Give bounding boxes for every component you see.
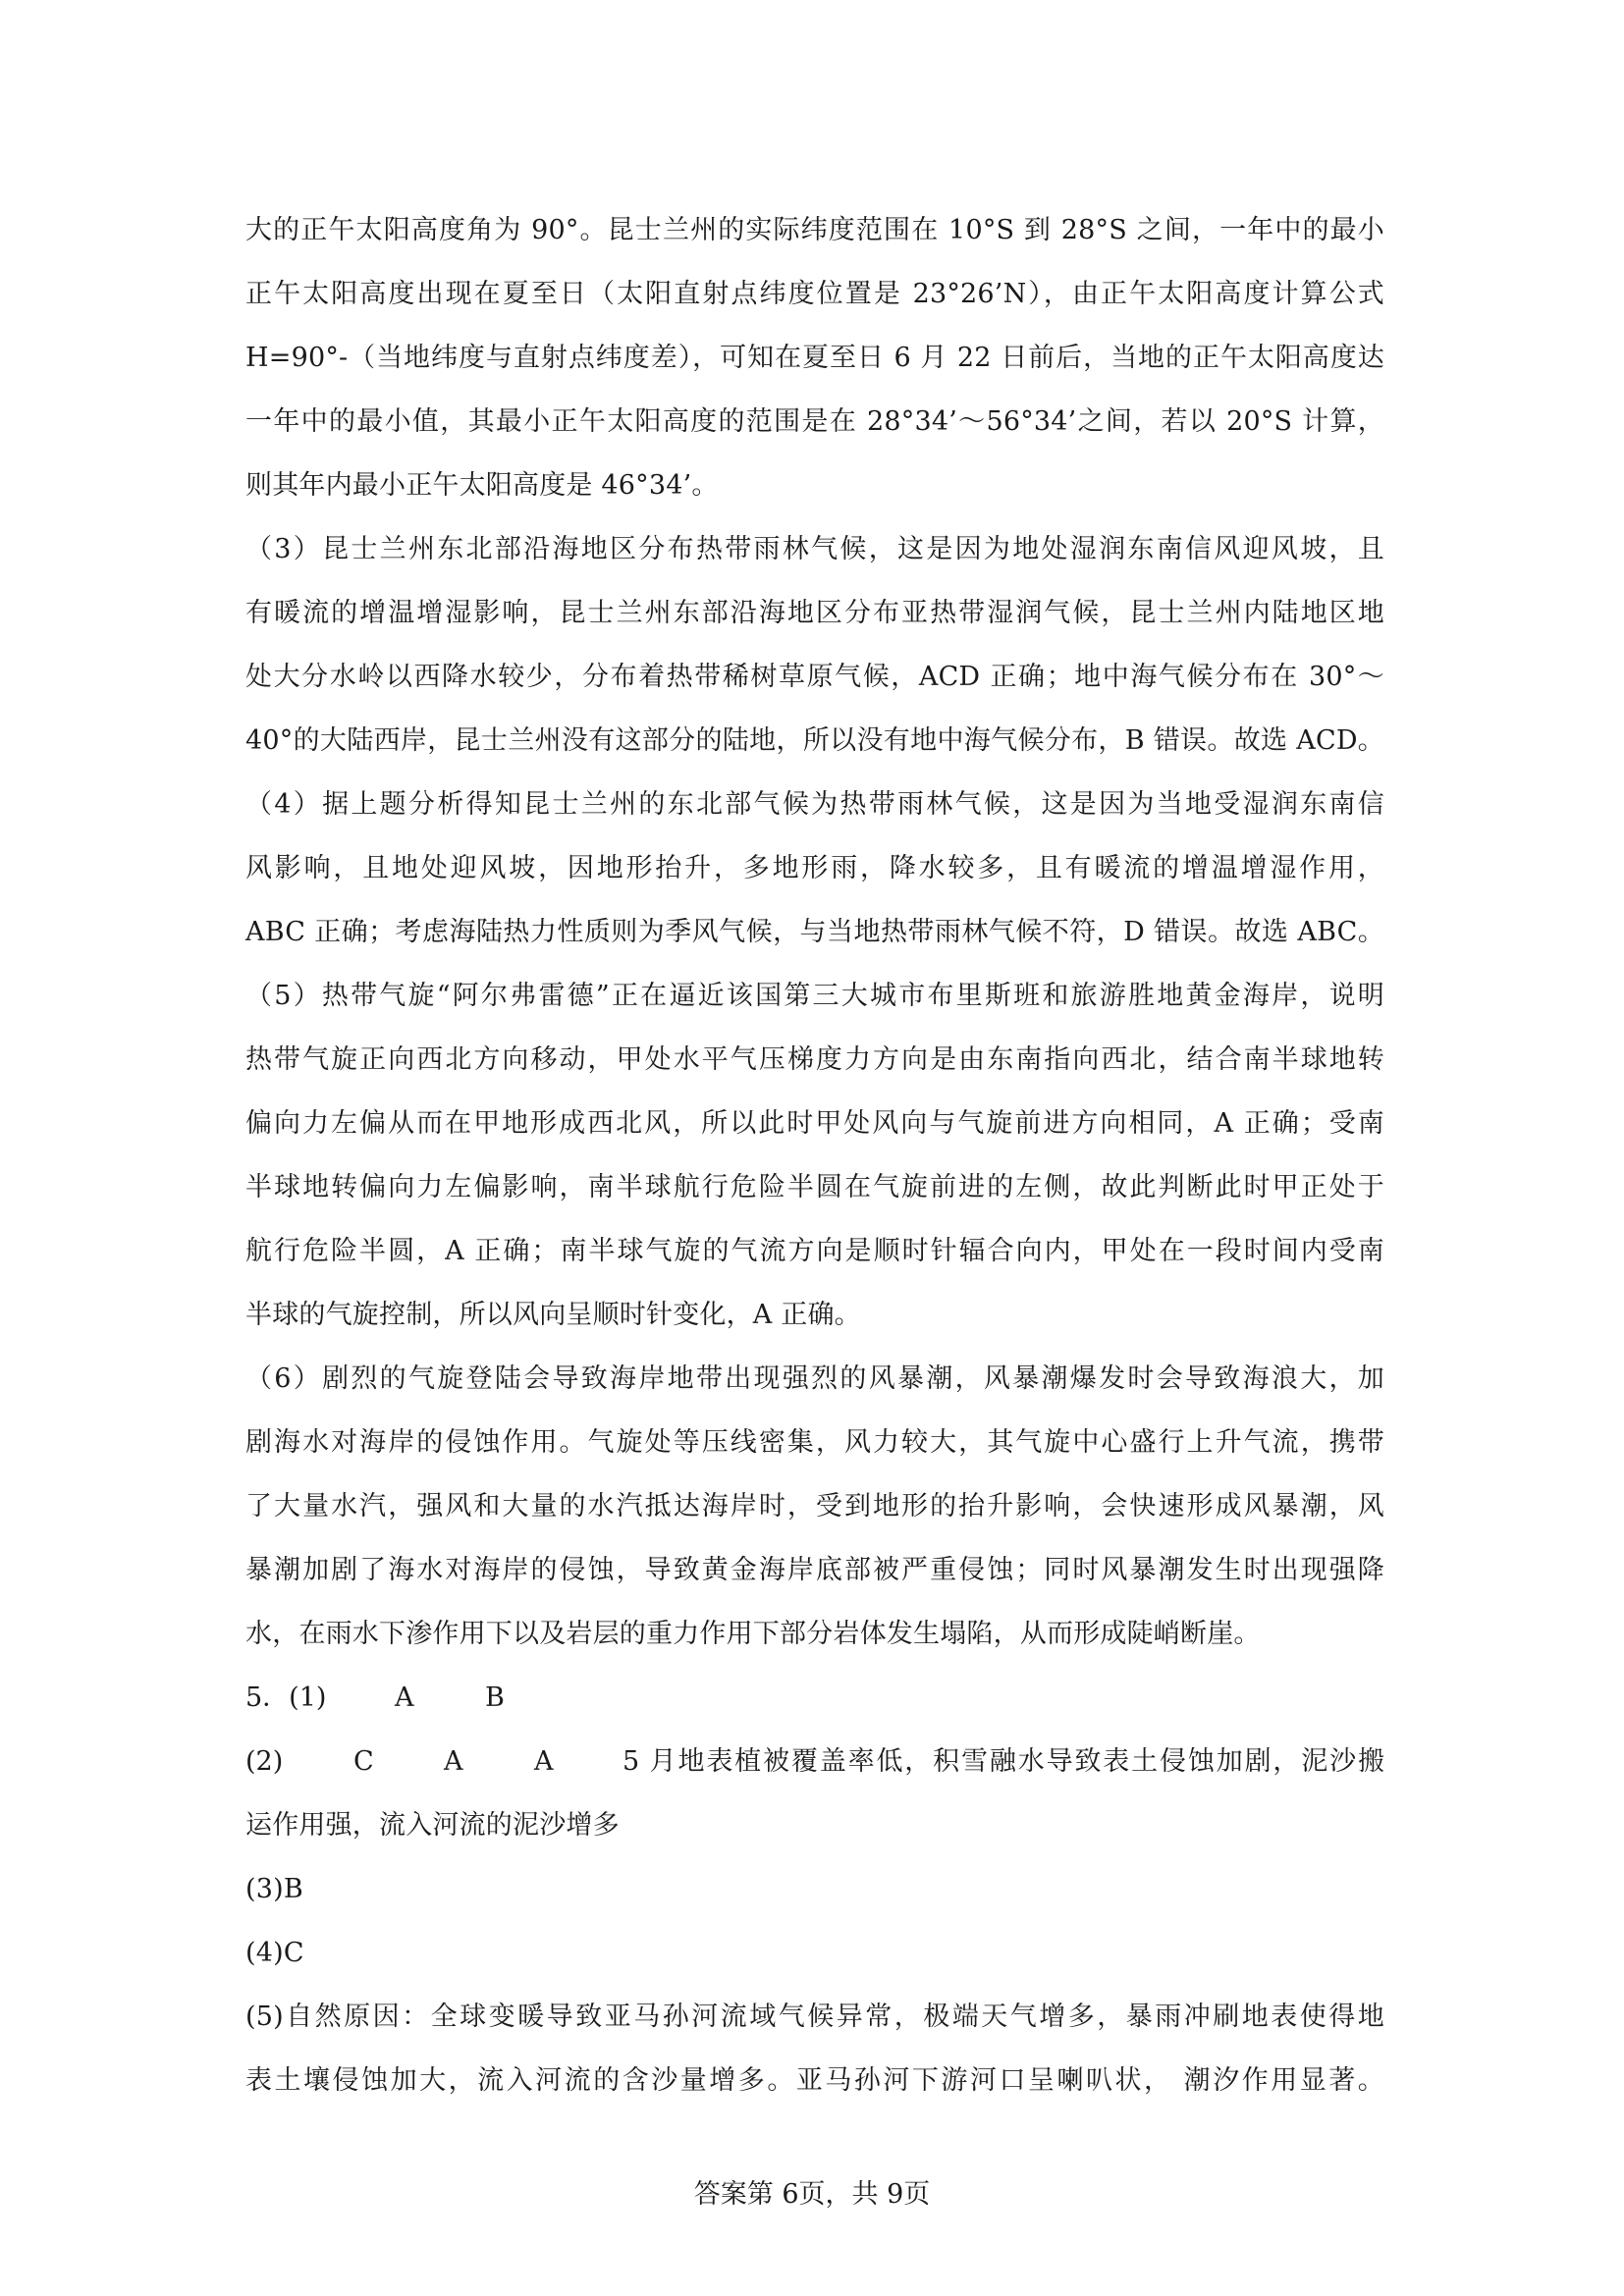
text-line: 40°的大陆西岸，昆士兰州没有这部分的陆地，所以没有地中海气候分布，B 错误。故选 ACD。 bbox=[245, 725, 1384, 756]
paragraph-answer-5 bbox=[245, 964, 1384, 1347]
text-line: 了大量水汽，强风和大量的水汽抵达海岸时，受到地形的抬升影响，会快速形成风暴潮，风 bbox=[245, 1491, 1384, 1522]
answer-choice: B bbox=[485, 1682, 505, 1713]
answer-content bbox=[245, 198, 1384, 2112]
paragraph-solar-altitude bbox=[245, 198, 1384, 517]
answer-choice: A bbox=[395, 1682, 414, 1713]
answer-label: (2) bbox=[245, 1746, 284, 1777]
text-line: 偏向力左偏从而在甲地形成西北风，所以此时甲处风向与气旋前进方向相同，A 正确；受南 bbox=[245, 1108, 1384, 1139]
answer-choice: A bbox=[534, 1746, 554, 1777]
text-line: （4）据上题分析得知昆士兰州的东北部气候为热带雨林气候，这是因为当地受湿润东南信 bbox=[245, 789, 1384, 820]
paragraph-answer-4 bbox=[245, 773, 1384, 964]
answer-row-5-2 bbox=[245, 1730, 1384, 1793]
text-line: ABC 正确；考虑海陆热力性质则为季风气候，与当地热带雨林气候不符，D 错误。故选 ABC。 bbox=[245, 917, 1384, 947]
text-line: 大的正午太阳高度角为 90°。昆士兰州的实际纬度范围在 10°S 到 28°S 之间，一年中的最小 bbox=[245, 215, 1384, 245]
text-line: 航行危险半圆，A 正确；南半球气旋的气流方向是顺时针辐合向内，甲处在一段时间内受南 bbox=[245, 1236, 1384, 1266]
text-line: （6）剧烈的气旋登陆会导致海岸地带出现强烈的风暴潮，风暴潮爆发时会导致海浪大，加 bbox=[245, 1363, 1384, 1394]
text-line: 则其年内最小正午太阳高度是 46°34’。 bbox=[245, 470, 719, 501]
answer-row-5-3: (3)B bbox=[245, 1874, 303, 1904]
text-line: 剧海水对海岸的侵蚀作用。气旋处等压线密集，风力较大，其气旋中心盛行上升气流，携带 bbox=[245, 1427, 1384, 1458]
text-line: 一年中的最小值，其最小正午太阳高度的范围是在 28°34’～56°34’之间，若以 20°S 计算， bbox=[245, 406, 1384, 437]
text-line: 正午太阳高度出现在夏至日（太阳直射点纬度位置是 23°26’N），由正午太阳高度计算公式 bbox=[245, 279, 1384, 309]
paragraph-answer-6 bbox=[245, 1347, 1384, 1666]
answer-choice: A bbox=[444, 1746, 463, 1777]
text-line: 有暖流的增温增湿影响，昆士兰州东部沿海地区分布亚热带湿润气候，昆士兰州内陆地区地 bbox=[245, 598, 1384, 628]
text-line: 风影响，且地处迎风坡，因地形抬升，多地形雨，降水较多，且有暖流的增温增湿作用， bbox=[245, 853, 1384, 883]
text-line: 处大分水岭以西降水较少，分布着热带稀树草原气候，ACD 正确；地中海气候分布在 30°～ bbox=[245, 662, 1384, 692]
answer-row-5-1 bbox=[245, 1666, 1384, 1730]
text-line: H=90°-（当地纬度与直射点纬度差），可知在夏至日 6 月 22 日前后，当地的正午太阳高度达 bbox=[245, 343, 1384, 373]
text-line: 表土壤侵蚀加大，流入河流的含沙量增多。亚马孙河下游河口呈喇叭状， 潮汐作用显著。 bbox=[245, 2065, 1384, 2096]
text-line: 暴潮加剧了海水对海岸的侵蚀，导致黄金海岸底部被严重侵蚀；同时风暴潮发生时出现强降 bbox=[245, 1555, 1384, 1585]
text-line: （3）昆士兰州东北部沿海地区分布热带雨林气候，这是因为地处湿润东南信风迎风坡，且 bbox=[245, 534, 1384, 564]
text-line: 热带气旋正向西北方向移动，甲处水平气压梯度力方向是由东南指向西北，结合南半球地转 bbox=[245, 1044, 1384, 1075]
text-line: （5）热带气旋“阿尔弗雷德”正在逼近该国第三大城市布里斯班和旅游胜地黄金海岸，说明 bbox=[245, 981, 1384, 1011]
text-line: 半球的气旋控制，所以风向呈顺时针变化，A 正确。 bbox=[245, 1300, 861, 1330]
answer-row-5-4: (4)C bbox=[245, 1938, 304, 1968]
page-footer: 答案第 6页，共 9页 bbox=[693, 2179, 931, 2210]
text-line: (5)自然原因：全球变暖导致亚马孙河流域气候异常，极端天气增多，暴雨冲刷地表使得地 bbox=[245, 2002, 1384, 2032]
paragraph-answer-3 bbox=[245, 517, 1384, 773]
answer-text: 5 月地表植被覆盖率低，积雪融水导致表土侵蚀加剧，泥沙搬 bbox=[623, 1746, 1384, 1777]
answer-label: 5．(1) bbox=[245, 1682, 327, 1713]
text-line: 水，在雨水下渗作用下以及岩层的重力作用下部分岩体发生塌陷，从而形成陡峭断崖。 bbox=[245, 1619, 1261, 1649]
text-line: 运作用强，流入河流的泥沙增多 bbox=[245, 1810, 620, 1841]
question-5-answers bbox=[245, 1666, 1384, 2112]
text-line: 半球地转偏向力左偏影响，南半球航行危险半圆在气旋前进的左侧，故此判断此时甲正处于 bbox=[245, 1172, 1384, 1202]
answer-choice: C bbox=[353, 1746, 374, 1777]
